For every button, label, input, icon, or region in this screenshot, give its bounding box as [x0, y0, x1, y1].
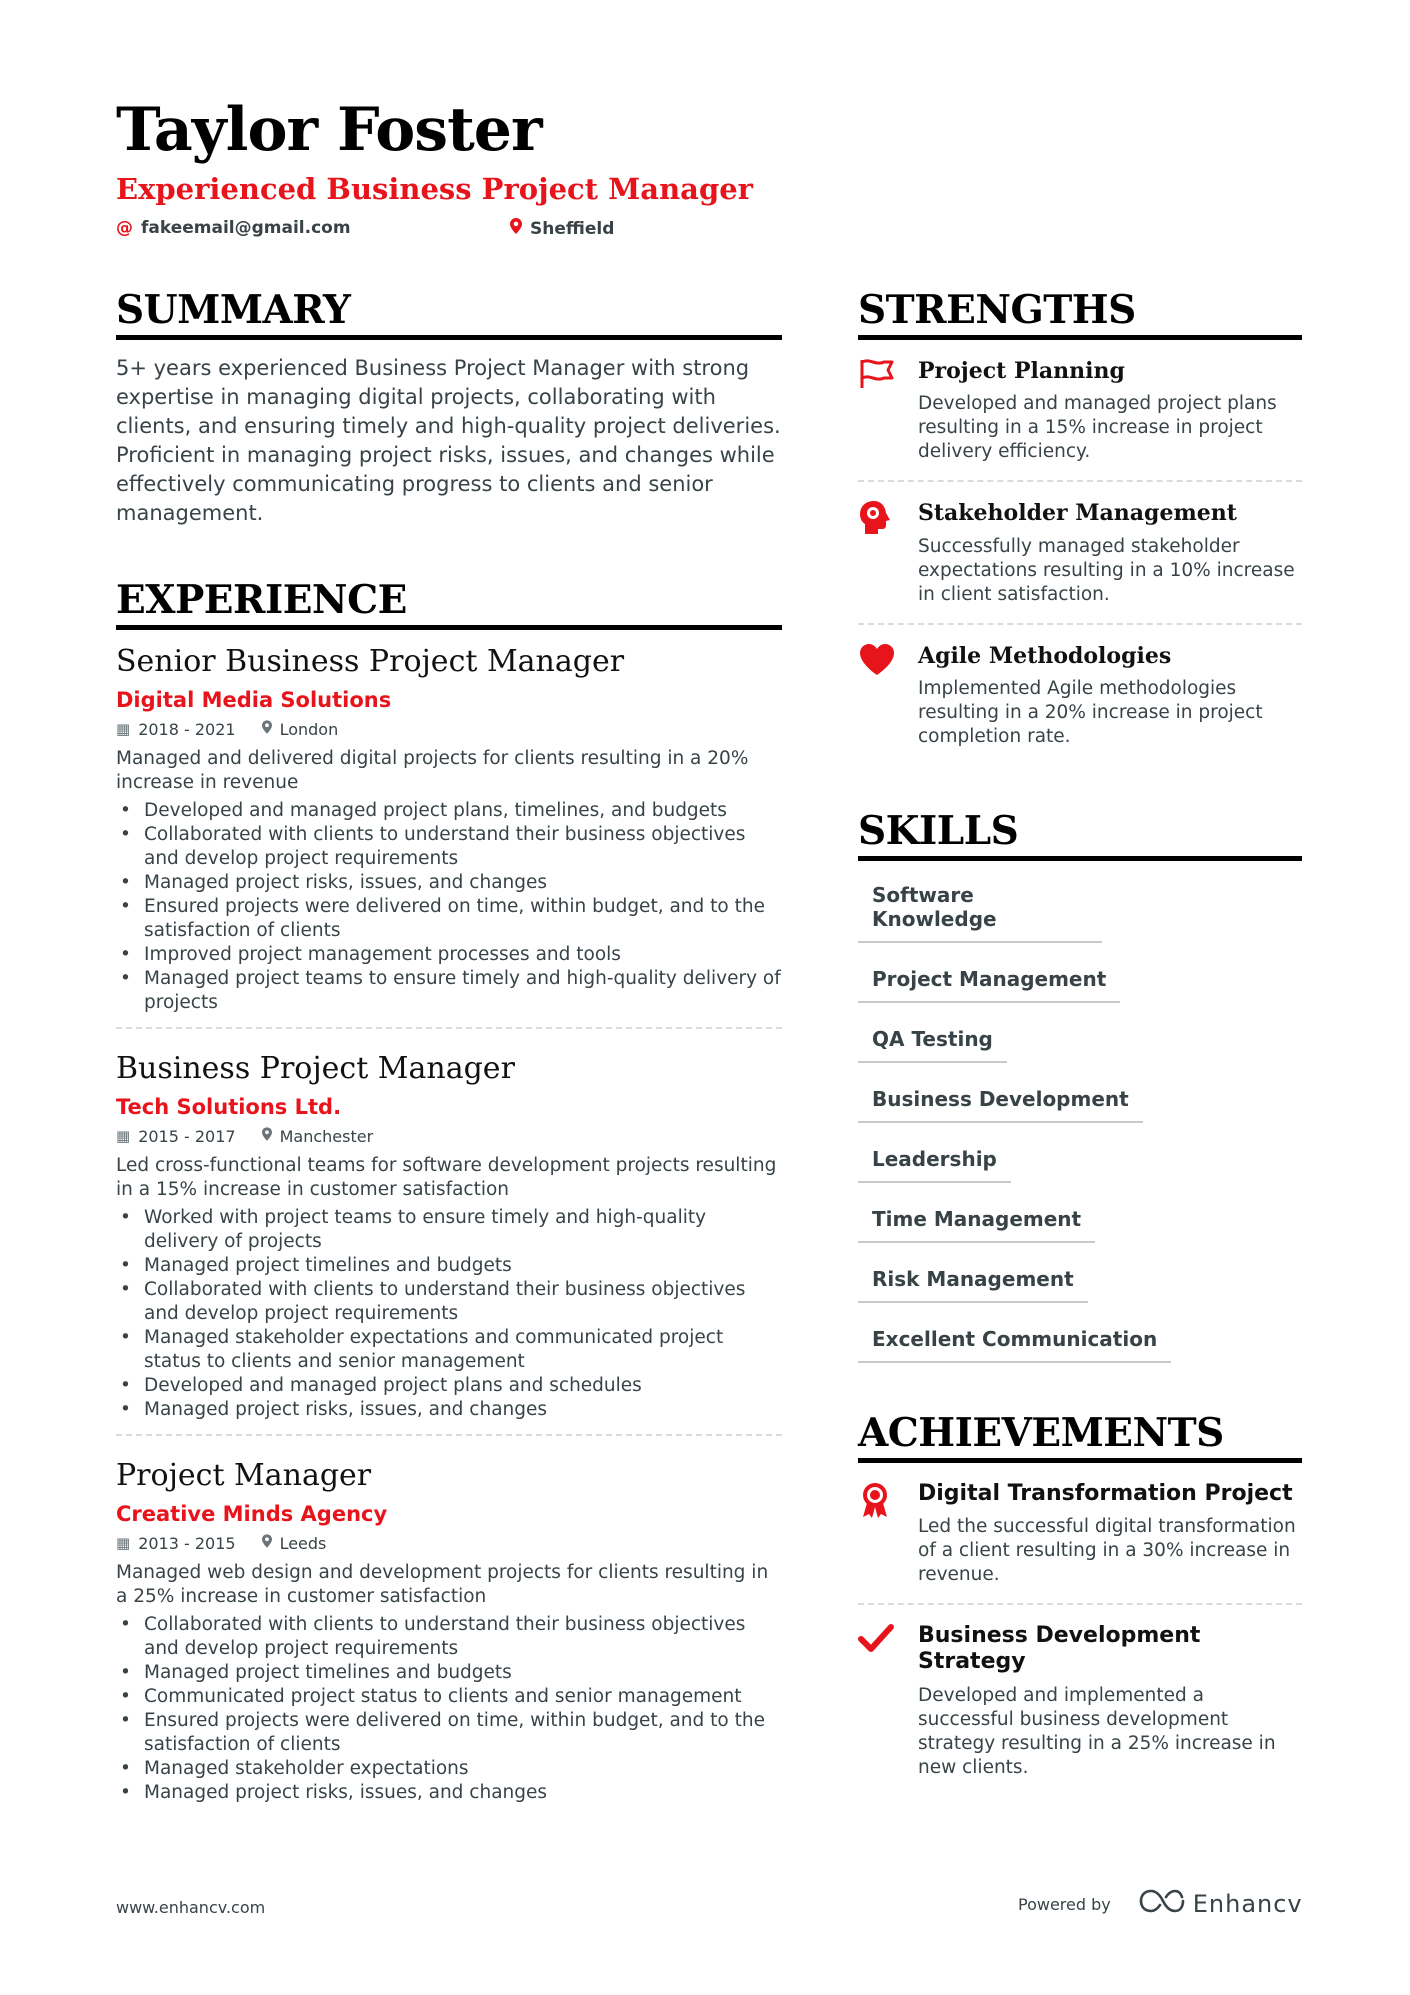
bullet-item: • Developed and managed project plans, timelines, and budgets	[116, 799, 782, 823]
location-pin-icon	[262, 1534, 272, 1552]
divider	[116, 1434, 782, 1436]
contact-email[interactable]	[116, 218, 351, 238]
strength-item	[858, 482, 1302, 624]
email-text: fakeemail@gmail.com	[141, 218, 351, 238]
check-icon	[858, 1623, 898, 1780]
bullet-item: • Communicated project status to clients and senior management	[116, 1685, 782, 1709]
skill-tag: Leadership	[858, 1141, 1011, 1183]
skill-tag: Excellent Communication	[858, 1321, 1171, 1363]
left-column	[116, 288, 782, 1813]
powered-by-label: Powered by	[1018, 1894, 1111, 1914]
location-pin-icon	[262, 1127, 272, 1145]
skill-tag: QA Testing	[858, 1021, 1007, 1063]
calendar-icon: ▦	[116, 1127, 131, 1146]
achievement-item	[858, 1463, 1302, 1605]
experience-heading: EXPERIENCE	[116, 578, 782, 630]
strength-description: Implemented Agile methodologies resulting in a 20% increase in project completion rate.	[918, 678, 1263, 748]
achievements-heading: ACHIEVEMENTS	[858, 1411, 1302, 1463]
skills-heading: SKILLS	[858, 809, 1302, 861]
skill-tag: Business Development	[858, 1081, 1143, 1123]
calendar-icon: ▦	[116, 720, 131, 739]
skill-tag: Software Knowledge	[858, 877, 1102, 943]
role-title: Business Project Manager	[116, 1050, 515, 1086]
enhancv-logo[interactable]	[1137, 1888, 1303, 1920]
skill-tag: Risk Management	[858, 1261, 1088, 1303]
experience-entry	[116, 1051, 782, 1444]
candidate-title: Experienced Business Project Manager	[116, 172, 753, 206]
role-location: London	[279, 719, 339, 739]
bullet-item: • Managed project risks, issues, and changes	[116, 1398, 782, 1422]
bullet-item: • Ensured projects were delivered on time, within budget, and to the satisfaction of clients	[116, 895, 782, 943]
strength-title: Agile Methodologies	[918, 642, 1172, 669]
role-bullets	[116, 799, 782, 1015]
achievement-description: Led the successful digital transformation of a client resulting in a 30% increase in revenue.	[918, 1516, 1296, 1586]
achievements-list	[858, 1463, 1302, 1796]
bullet-item: • Managed project timelines and budgets	[116, 1661, 782, 1685]
location-pin-icon	[510, 218, 522, 239]
experience-entry	[116, 644, 782, 1037]
role-dates: 2013 - 2015	[138, 1533, 236, 1553]
company-name: Creative Minds Agency	[116, 1501, 388, 1526]
role-bullets	[116, 1206, 782, 1422]
achievement-title: Digital Transformation Project	[918, 1480, 1293, 1506]
summary-heading: SUMMARY	[116, 288, 782, 340]
role-title: Project Manager	[116, 1457, 372, 1493]
bullet-item: • Improved project management processes and tools	[116, 943, 782, 967]
role-dates: 2015 - 2017	[138, 1126, 236, 1146]
skill-tag: Project Management	[858, 961, 1120, 1003]
brand-name: Enhancv	[1192, 1890, 1303, 1918]
achievement-item	[858, 1605, 1302, 1796]
achievement-description: Developed and implemented a successful business development strategy resulting in a 25% increase in new clients.	[918, 1684, 1276, 1778]
company-name: Tech Solutions Ltd.	[116, 1094, 342, 1119]
experience-entry	[116, 1458, 782, 1813]
resume-header	[116, 95, 1306, 206]
role-location: Manchester	[279, 1126, 374, 1146]
role-dates: 2018 - 2021	[138, 719, 236, 739]
head-icon	[858, 500, 898, 606]
role-bullets	[116, 1613, 782, 1805]
bullet-item: • Ensured projects were delivered on time, within budget, and to the satisfaction of clients	[116, 1709, 782, 1757]
role-meta	[116, 1534, 782, 1553]
calendar-icon: ▦	[116, 1534, 131, 1553]
bullet-item: • Managed stakeholder expectations and communicated project status to clients and senior management	[116, 1326, 782, 1374]
strengths-heading: STRENGTHS	[858, 288, 1302, 340]
skill-tag: Time Management	[858, 1201, 1095, 1243]
strengths-list	[858, 340, 1302, 765]
strength-description: Successfully managed stakeholder expectations resulting in a 10% increase in client satisfaction.	[918, 535, 1295, 605]
role-description: Managed web design and development projects for clients resulting in a 25% increase in customer satisfaction	[116, 1561, 769, 1607]
contact-location	[510, 218, 614, 239]
role-description: Led cross-functional teams for software development projects resulting in a 15% increase in customer satisfaction	[116, 1154, 777, 1200]
role-meta	[116, 720, 782, 739]
strength-title: Project Planning	[918, 357, 1125, 384]
at-icon: @	[116, 218, 133, 238]
role-description: Managed and delivered digital projects for clients resulting in a 20% increase in revenue	[116, 747, 749, 793]
bullet-item: • Managed project timelines and budgets	[116, 1254, 782, 1278]
bullet-item: • Managed project teams to ensure timely and high-quality delivery of projects	[116, 967, 782, 1015]
bullet-item: • Collaborated with clients to understand their business objectives and develop project requirements	[116, 823, 782, 871]
role-meta	[116, 1127, 782, 1146]
strength-item	[858, 340, 1302, 482]
location-pin-icon	[262, 720, 272, 738]
bullet-item: • Collaborated with clients to understand their business objectives and develop project requirements	[116, 1278, 782, 1326]
role-title: Senior Business Project Manager	[116, 643, 625, 679]
role-location: Leeds	[279, 1533, 327, 1553]
bullet-item: • Worked with project teams to ensure timely and high-quality delivery of projects	[116, 1206, 782, 1254]
strength-description: Developed and managed project plans resulting in a 15% increase in project delivery efficiency.	[918, 393, 1277, 463]
company-name: Digital Media Solutions	[116, 687, 392, 712]
strength-item	[858, 625, 1302, 765]
bullet-item: • Collaborated with clients to understand their business objectives and develop project requirements	[116, 1613, 782, 1661]
location-text: Sheffield	[530, 218, 615, 239]
infinity-logo-icon	[1137, 1888, 1185, 1920]
experience-list	[116, 644, 782, 1813]
footer-website[interactable]: www.enhancv.com	[116, 1898, 266, 1917]
bullet-item: • Managed stakeholder expectations	[116, 1757, 782, 1781]
achievement-title: Business Development Strategy	[918, 1623, 1201, 1675]
bullet-item: • Developed and managed project plans and schedules	[116, 1374, 782, 1398]
bullet-item: • Managed project risks, issues, and changes	[116, 1781, 782, 1805]
skills-list	[858, 877, 1302, 1363]
flag-icon	[858, 358, 898, 464]
candidate-name: Taylor Foster	[116, 95, 542, 165]
strength-title: Stakeholder Management	[918, 500, 1237, 527]
footer-branding	[1018, 1888, 1303, 1920]
award-icon	[858, 1481, 898, 1587]
right-column	[858, 288, 1302, 1796]
divider	[116, 1027, 782, 1029]
bullet-item: • Managed project risks, issues, and changes	[116, 871, 782, 895]
heart-icon	[858, 643, 898, 749]
summary-text: 5+ years experienced Business Project Manager with strong expertise in managing digital projects, collaborating with clients, and ensuring timely and high-quality project deliveries. Proficient in managing project risks, issues, and changes while effectively communicating progress to clients and senior management.	[116, 355, 781, 525]
